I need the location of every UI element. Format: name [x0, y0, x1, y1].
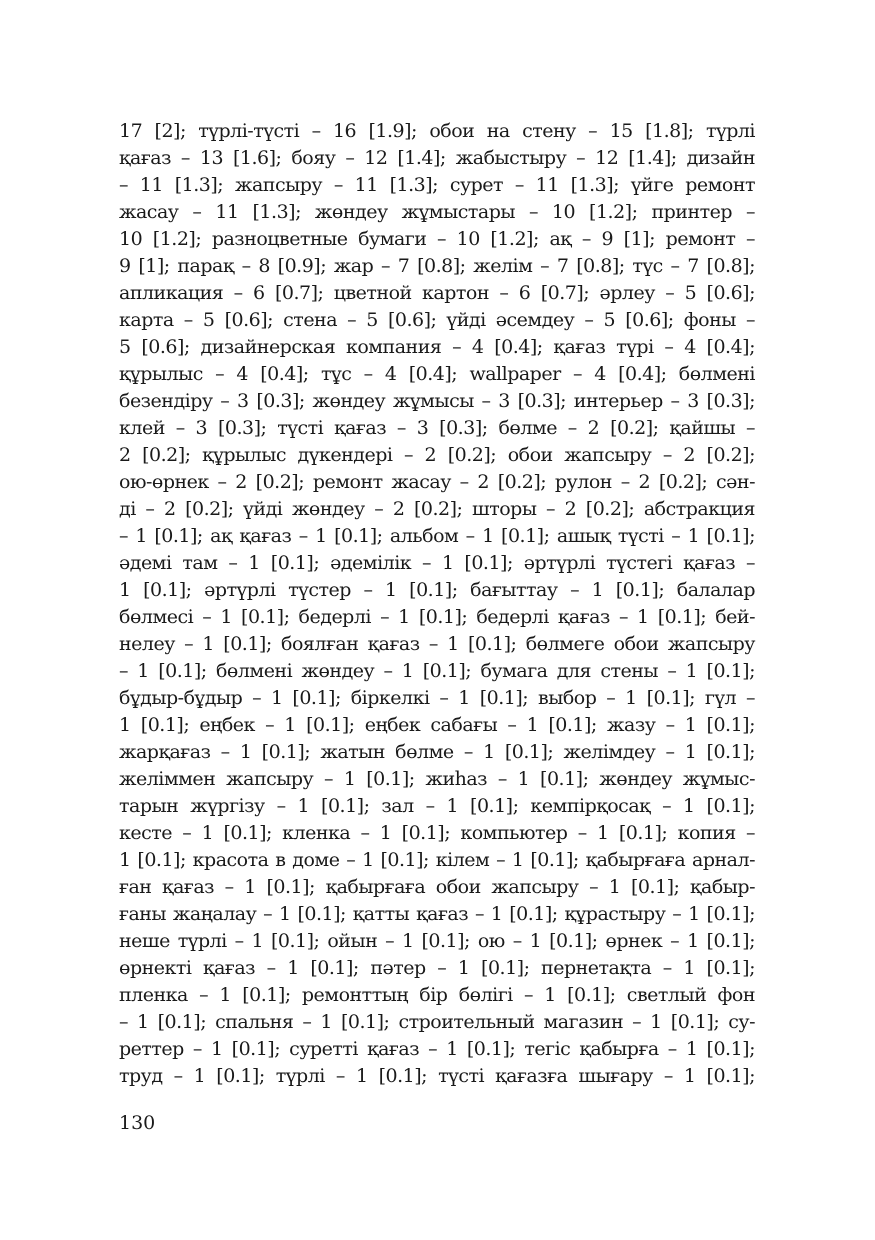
- text-line: – 1 [0.1]; ақ қағаз – 1 [0.1]; альбом – 1 [0.1]; ашық түсті – 1 [0.1];: [119, 525, 755, 547]
- text-line: пленка – 1 [0.1]; ремонттың бір бөлігі – 1 [0.1]; светлый фон: [119, 984, 755, 1006]
- text-line: 1 [0.1]; еңбек – 1 [0.1]; еңбек сабағы – 1 [0.1]; жазу – 1 [0.1];: [119, 714, 755, 736]
- text-line: ді – 2 [0.2]; үйді жөндеу – 2 [0.2]; шторы – 2 [0.2]; абстракция: [119, 498, 755, 520]
- text-line: тарын жүргізу – 1 [0.1]; зал – 1 [0.1]; кемпірқосақ – 1 [0.1];: [119, 795, 755, 817]
- text-line: кесте – 1 [0.1]; кленка – 1 [0.1]; компьютер – 1 [0.1]; копия –: [119, 822, 755, 844]
- page-number: 130: [119, 1112, 156, 1134]
- text-line: жарқағаз – 1 [0.1]; жатын бөлме – 1 [0.1]; желімдеу – 1 [0.1];: [119, 741, 755, 763]
- text-line: – 1 [0.1]; бөлмені жөндеу – 1 [0.1]; бумага для стены – 1 [0.1];: [119, 660, 755, 682]
- text-line: – 1 [0.1]; спальня – 1 [0.1]; строительный магазин – 1 [0.1]; су-: [119, 1011, 755, 1033]
- text-line: 1 [0.1]; красота в доме – 1 [0.1]; кілем – 1 [0.1]; қабырғаға арнал-: [119, 849, 755, 871]
- text-line: әдемі там – 1 [0.1]; әдемілік – 1 [0.1]; әртүрлі түстегі қағаз –: [119, 552, 755, 574]
- text-line: – 11 [1.3]; жапсыру – 11 [1.3]; сурет – 11 [1.3]; үйге ремонт: [119, 174, 755, 196]
- text-line: ған қағаз – 1 [0.1]; қабырғаға обои жапсыру – 1 [0.1]; қабыр-: [119, 876, 755, 898]
- text-line: 17 [2]; түрлі-түсті – 16 [1.9]; обои на стену – 15 [1.8]; түрлі: [119, 120, 755, 142]
- text-line: апликация – 6 [0.7]; цветной картон – 6 [0.7]; әрлеу – 5 [0.6];: [119, 282, 755, 304]
- text-line: бұдыр-бұдыр – 1 [0.1]; біркелкі – 1 [0.1]; выбор – 1 [0.1]; гүл –: [119, 687, 755, 709]
- text-line: безендіру – 3 [0.3]; жөндеу жұмысы – 3 [0.3]; интерьер – 3 [0.3];: [119, 390, 755, 412]
- text-line: құрылыс – 4 [0.4]; тұс – 4 [0.4]; wallpaper – 4 [0.4]; бөлмені: [119, 363, 755, 385]
- text-line: труд – 1 [0.1]; түрлі – 1 [0.1]; түсті қағазға шығару – 1 [0.1];: [119, 1065, 755, 1087]
- text-line: карта – 5 [0.6]; стена – 5 [0.6]; үйді әсемдеу – 5 [0.6]; фоны –: [119, 309, 755, 331]
- text-line: ою-өрнек – 2 [0.2]; ремонт жасау – 2 [0.2]; рулон – 2 [0.2]; сән-: [119, 471, 755, 493]
- text-line: ғаны жаңалау – 1 [0.1]; қатты қағаз – 1 [0.1]; құрастыру – 1 [0.1];: [119, 903, 755, 925]
- body-text: [119, 118, 755, 1090]
- text-line: желіммен жапсыру – 1 [0.1]; жиһаз – 1 [0.1]; жөндеу жұмыс-: [119, 768, 755, 790]
- text-line: өрнекті қағаз – 1 [0.1]; пәтер – 1 [0.1]; пернетақта – 1 [0.1];: [119, 957, 755, 979]
- text-line: клей – 3 [0.3]; түсті қағаз – 3 [0.3]; бөлме – 2 [0.2]; қайшы –: [119, 417, 755, 439]
- text-line: 5 [0.6]; дизайнерская компания – 4 [0.4]; қағаз түрі – 4 [0.4];: [119, 336, 755, 358]
- text-line: 2 [0.2]; құрылыс дүкендері – 2 [0.2]; обои жапсыру – 2 [0.2];: [119, 444, 755, 466]
- text-line: бөлмесі – 1 [0.1]; бедерлі – 1 [0.1]; бедерлі қағаз – 1 [0.1]; бей-: [119, 606, 755, 628]
- text-line: 10 [1.2]; разноцветные бумаги – 10 [1.2]; ақ – 9 [1]; ремонт –: [119, 228, 755, 250]
- text-line: нелеу – 1 [0.1]; боялған қағаз – 1 [0.1]; бөлмеге обои жапсыру: [119, 633, 755, 655]
- text-line: 1 [0.1]; әртүрлі түстер – 1 [0.1]; бағыттау – 1 [0.1]; балалар: [119, 579, 755, 601]
- text-line: қағаз – 13 [1.6]; бояу – 12 [1.4]; жабыстыру – 12 [1.4]; дизайн: [119, 147, 755, 169]
- text-line: неше түрлі – 1 [0.1]; ойын – 1 [0.1]; ою – 1 [0.1]; өрнек – 1 [0.1];: [119, 930, 755, 952]
- text-line: 9 [1]; парақ – 8 [0.9]; жар – 7 [0.8]; желім – 7 [0.8]; түс – 7 [0.8];: [119, 255, 755, 277]
- text-line: реттер – 1 [0.1]; суретті қағаз – 1 [0.1]; тегіс қабырға – 1 [0.1];: [119, 1038, 755, 1060]
- text-line: жасау – 11 [1.3]; жөндеу жұмыстары – 10 [1.2]; принтер –: [119, 201, 755, 223]
